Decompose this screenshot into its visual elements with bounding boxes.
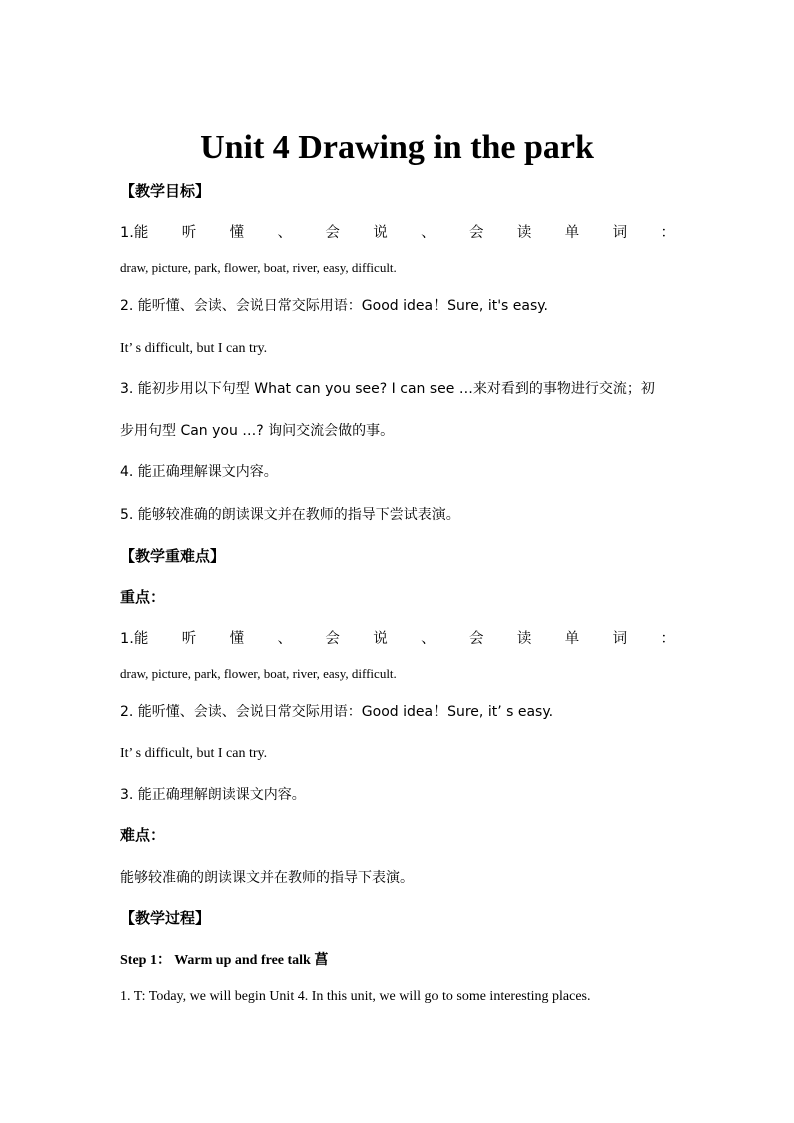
objective-item-4: 4. 能正确理解课文内容。 bbox=[120, 464, 278, 480]
key-point-item-1-char: 听 bbox=[181, 631, 197, 647]
key-point-item-1-char: 读 bbox=[516, 631, 532, 647]
objective-item-3: 3. 能初步用以下句型 What can you see? I can see …来对看到的事物进行交流；初 bbox=[120, 381, 655, 397]
objective-item-1-char: 1.能 bbox=[120, 225, 149, 241]
difficult-points-text: 能够较准确的朗读课文并在教师的指导下表演。 bbox=[120, 870, 414, 886]
key-point-item-1-char: 说 bbox=[373, 631, 388, 647]
key-point-item-1-char: 、 bbox=[277, 631, 292, 647]
step-1-title: Step 1： Warm up and free talk 菖 bbox=[120, 953, 329, 968]
objective-item-2-continued: It’ s difficult, but I can try. bbox=[120, 341, 268, 356]
objective-item-1-char: 读 bbox=[516, 225, 532, 241]
key-point-item-3: 3. 能正确理解朗读课文内容。 bbox=[120, 787, 306, 803]
key-point-item-1-char: 、 bbox=[421, 631, 436, 647]
objective-item-1-char: 会 bbox=[468, 225, 484, 241]
objective-item-1-char: 词 bbox=[612, 225, 628, 241]
objective-item-5: 5. 能够较准确的朗读课文并在教师的指导下尝试表演。 bbox=[120, 507, 460, 523]
objective-item-1-char: 、 bbox=[277, 225, 292, 241]
section-heading-key-difficult: 【教学重难点】 bbox=[120, 547, 226, 565]
key-points-label: 重点： bbox=[120, 588, 166, 606]
objective-item-1-char: 、 bbox=[421, 225, 436, 241]
objective-item-1-char: 听 bbox=[181, 225, 197, 241]
key-point-item-1-char: ： bbox=[660, 631, 675, 647]
key-point-item-1-words: draw, picture, park, flower, boat, river, easy, difficult. bbox=[120, 666, 397, 681]
key-point-item-1-char: 1.能 bbox=[120, 631, 149, 647]
key-point-item-2: 2. 能听懂、会读、会说日常交际用语：Good idea！Sure, it’ s easy. bbox=[120, 704, 554, 720]
document-title: Unit 4 Drawing in the park bbox=[200, 129, 594, 166]
key-point-item-2-continued: It’ s difficult, but I can try. bbox=[120, 746, 268, 761]
step-1-line-1: 1. T: Today, we will begin Unit 4. In this unit, we will go to some interesting places. bbox=[120, 989, 591, 1004]
objective-item-1-char: ： bbox=[660, 225, 675, 241]
objective-item-1-char: 说 bbox=[373, 225, 388, 241]
key-point-item-1-char: 单 bbox=[564, 631, 580, 647]
key-point-item-1-char: 会 bbox=[468, 631, 484, 647]
key-point-item-1-char: 会 bbox=[325, 631, 340, 647]
difficult-points-label: 难点： bbox=[120, 826, 166, 844]
objective-item-1-words: draw, picture, park, flower, boat, river, easy, difficult. bbox=[120, 260, 397, 275]
section-heading-objectives: 【教学目标】 bbox=[120, 182, 211, 200]
key-point-item-1 bbox=[120, 629, 675, 649]
objective-item-1-char: 懂 bbox=[229, 225, 245, 241]
objective-item-1 bbox=[120, 223, 675, 243]
section-heading-process: 【教学过程】 bbox=[120, 909, 211, 927]
objective-item-1-char: 会 bbox=[325, 225, 340, 241]
objective-item-3-continued: 步用句型 Can you …? 询问交流会做的事。 bbox=[120, 423, 395, 439]
key-point-item-1-char: 懂 bbox=[229, 631, 245, 647]
key-point-item-1-char: 词 bbox=[612, 631, 628, 647]
objective-item-2: 2. 能听懂、会读、会说日常交际用语：Good idea！Sure, it's easy. bbox=[120, 298, 549, 314]
objective-item-1-char: 单 bbox=[564, 225, 580, 241]
